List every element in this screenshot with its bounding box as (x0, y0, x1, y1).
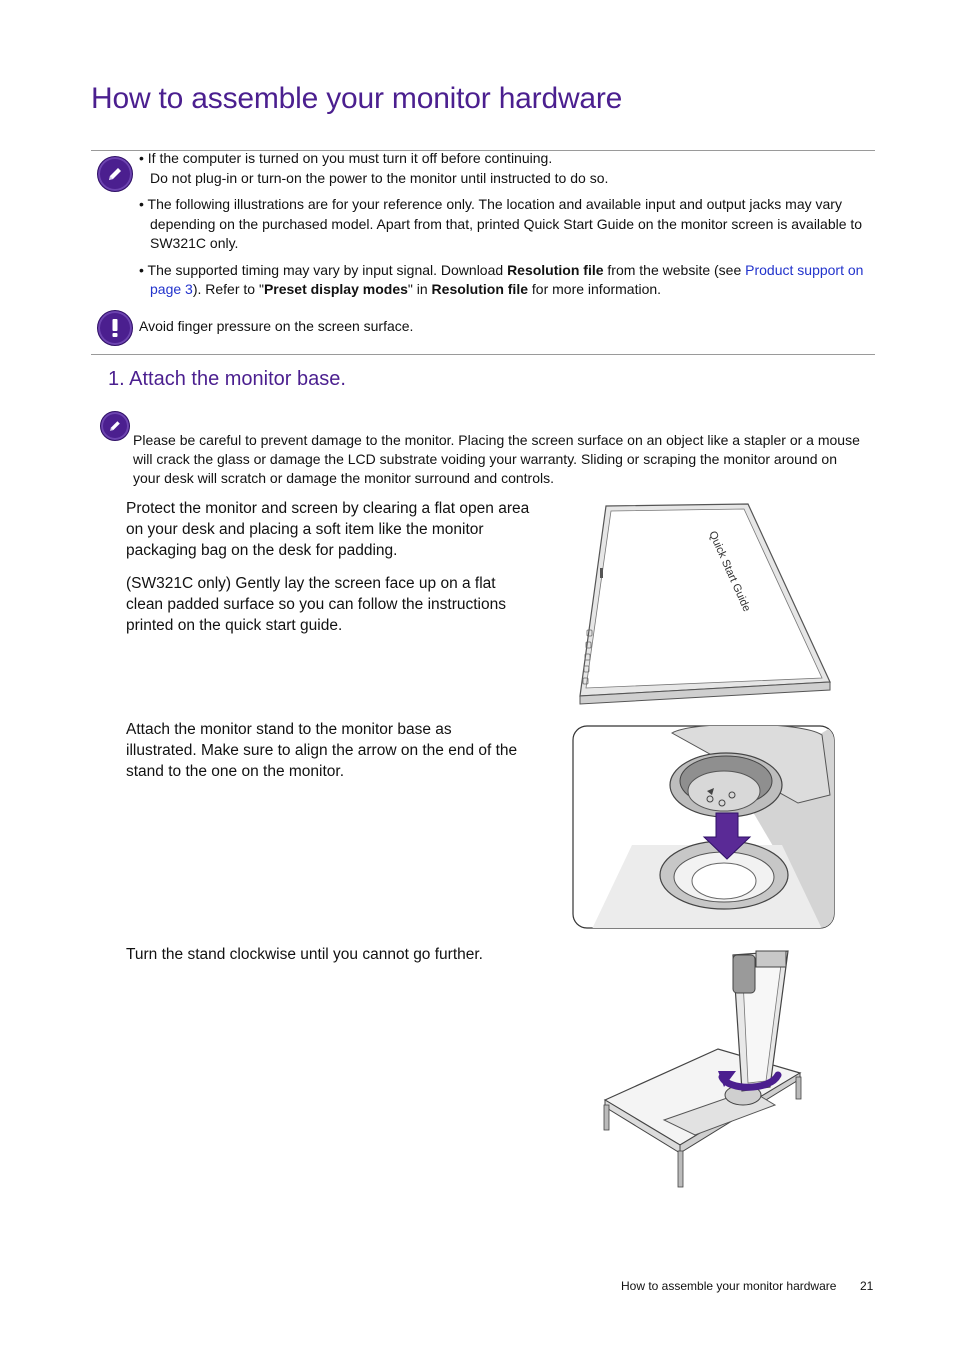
note-item-illustrations: • The following illustrations are for your reference only. The location and available input and output jacks may vary depending on the purchased model. Apart from that, printed Quick Start Guide on the monitor screen is available to SW321C only. (139, 196, 863, 251)
timing-text-h: for more information. (528, 281, 662, 297)
exclamation-icon (97, 310, 133, 346)
pencil-icon (100, 411, 130, 441)
step2-para: Attach the monitor stand to the monitor base as illustrated. Make sure to align the arrow on the end of the stand to the one on the monitor. (126, 721, 518, 780)
step3-para: Turn the stand clockwise until you cannot go further. (126, 946, 483, 963)
page-number: 21 (860, 1279, 874, 1293)
quick-start-guide-label: Quick Start Guide (706, 529, 753, 614)
note-item-power-line2: Do not plug-in or turn-on the power to the monitor until instructed to do so. (150, 169, 609, 186)
step1-para1: Protect the monitor and screen by clearing a flat open area on your desk and placing a soft item like the monitor packaging bag on the desk for padding. (126, 500, 530, 559)
step3-text (126, 944, 546, 977)
timing-bold-resolution-file-2: Resolution file (431, 281, 528, 297)
timing-text-a: • The supported timing may vary by input signal. Download (139, 261, 508, 278)
note-item-timing (139, 261, 874, 300)
timing-text-f: " in (407, 281, 432, 297)
step2-text (126, 719, 526, 794)
step1-para2: (SW321C only) Gently lay the screen face up on a flat clean padded surface so you can follow the instructions printed on the quick start guide. (126, 575, 506, 634)
section-heading: 1. Attach the monitor base. (108, 368, 346, 390)
divider-bottom (91, 354, 875, 355)
footer-title: How to assemble your monitor hardware (621, 1279, 837, 1293)
note-prerequisites (139, 149, 874, 300)
pencil-icon (97, 156, 133, 192)
timing-bold-preset-modes: Preset display modes (263, 281, 408, 297)
stand-base-alignment-illustration (572, 725, 835, 929)
timing-text-c: from the website (see (603, 261, 746, 278)
timing-text-d: ). Refer to " (192, 281, 264, 297)
warning-text: Avoid finger pressure on the screen surface. (139, 318, 414, 334)
timing-bold-resolution-file: Resolution file (507, 261, 604, 278)
note-item-power-line1: • If the computer is turned on you must turn it off before continuing. (139, 150, 553, 166)
rotate-stand-illustration (600, 945, 805, 1190)
monitor-face-up-illustration (570, 500, 835, 708)
note-item-power (139, 149, 874, 188)
page-title: How to assemble your monitor hardware (91, 82, 623, 115)
product-support-link[interactable]: Product support on page 3 (150, 261, 864, 297)
step1-text (126, 498, 531, 648)
damage-caution-text: Please be careful to prevent damage to the monitor. Placing the screen surface on an object like a stapler or a mouse will crack the glass or damage the LCD substrate voiding your warranty. Sliding or scraping the monitor around on your desk will scratch or damage the monitor surround and controls. (133, 432, 860, 486)
